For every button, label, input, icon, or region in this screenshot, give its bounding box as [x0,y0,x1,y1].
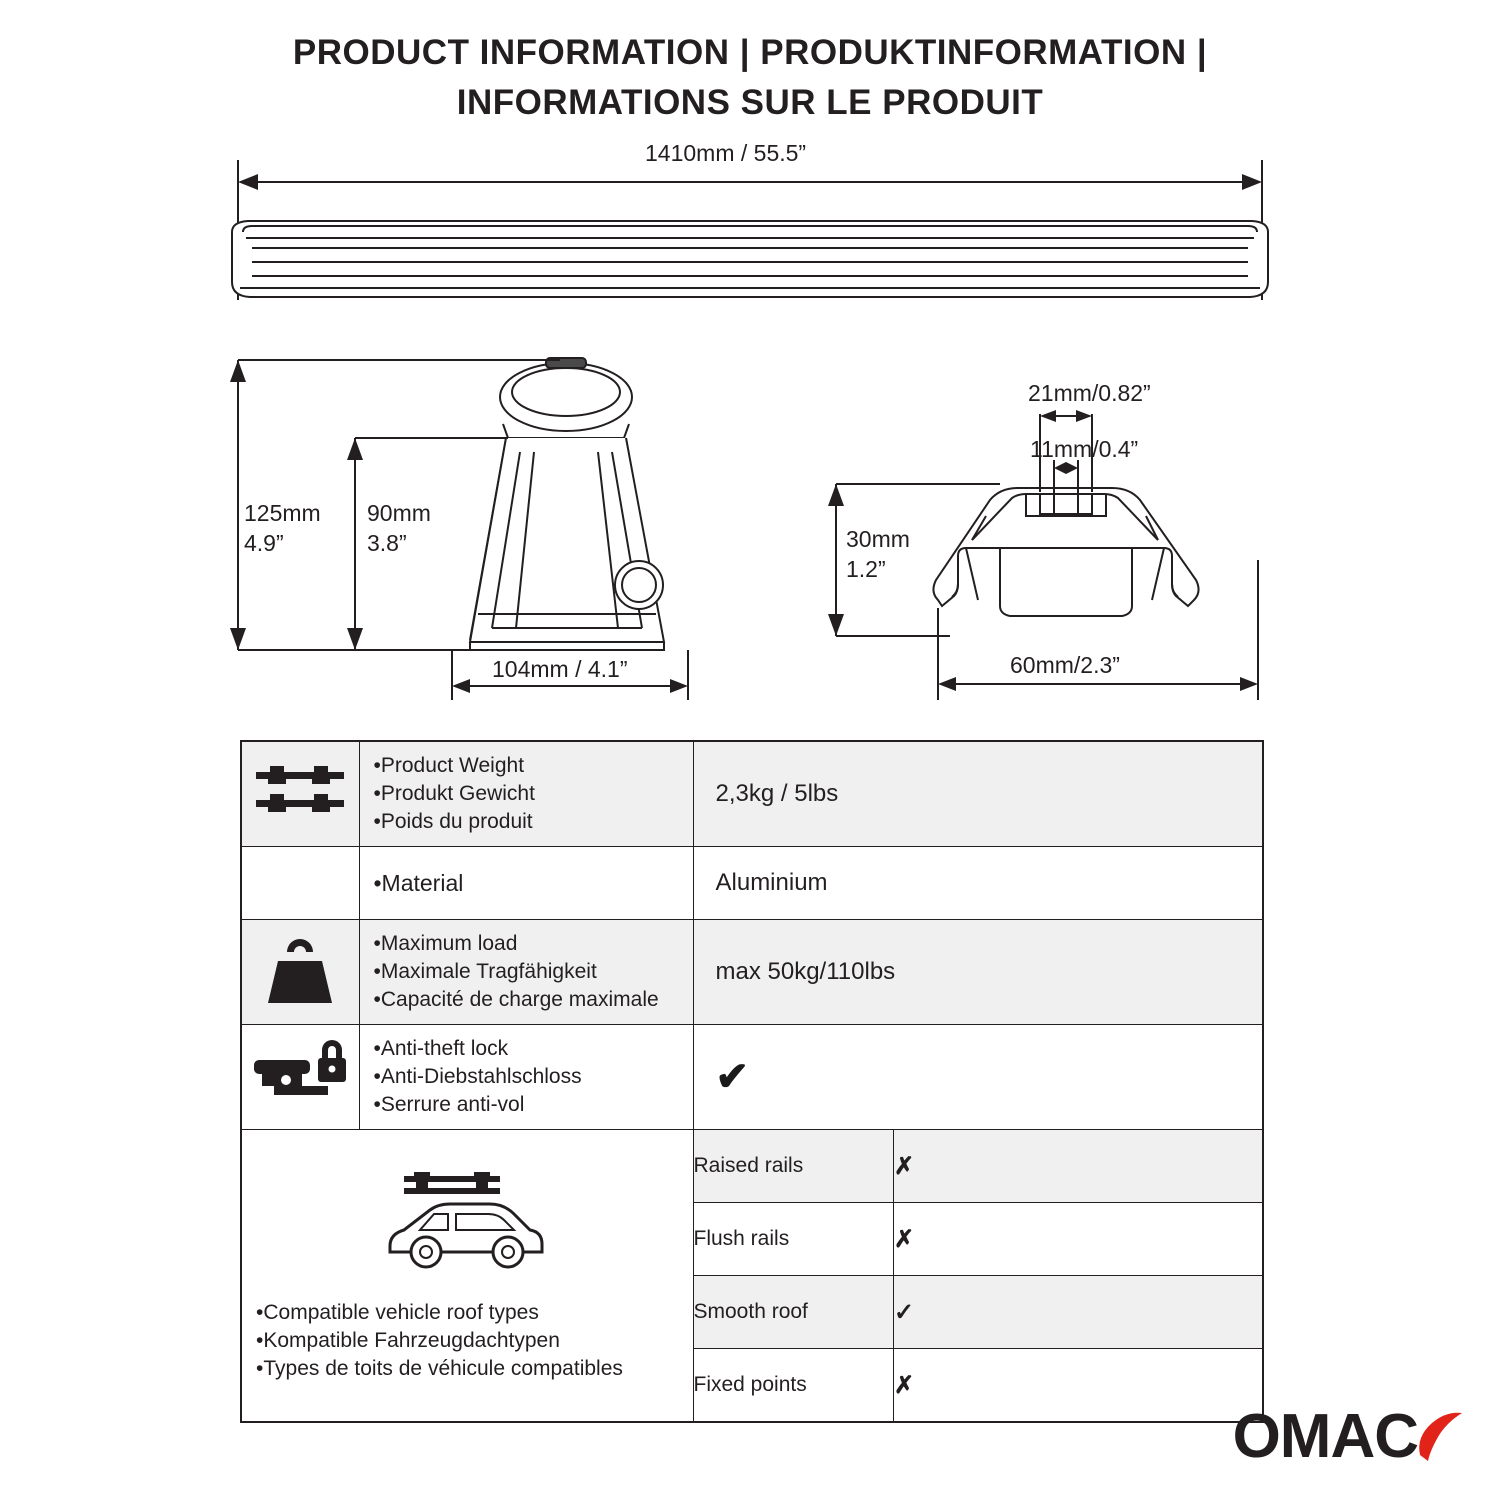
roof-type-row [694,1203,1263,1276]
maxload-value-cell [693,920,1263,1025]
roof-type-mark: ✓ [894,1276,1263,1349]
weight-label-de: •Produkt Gewicht [373,782,535,805]
roof-type-name: Flush rails [694,1203,894,1276]
crossbars-icon-svg [252,756,348,828]
logo-text: OMAC [1232,1402,1418,1471]
roof-type-mark: ✗ [894,1203,1263,1276]
weight-icon [241,920,359,1025]
roof-type-name: Raised rails [694,1130,894,1203]
lock-label-en: •Anti-theft lock [373,1037,509,1060]
maxload-labels-cell [359,920,693,1025]
roof-type-name: Smooth roof [694,1276,894,1349]
foot-front-view [470,358,664,650]
roof-type-mark: ✗ [894,1130,1263,1203]
roof-type-row [694,1130,1263,1203]
material-value: Aluminium [715,869,828,896]
table-row [241,1025,1263,1130]
height-inner-label: 90mm 3.8” [367,500,431,556]
roof-label-fr: •Types de toits de véhicule compatibles [256,1357,623,1380]
foot-width-label: 104mm / 4.1” [492,656,628,682]
car-with-rack-icon-svg [382,1168,552,1276]
table-row [241,1130,1263,1423]
roof-type-row [694,1349,1263,1422]
page-title [0,28,1500,128]
material-value-cell [693,847,1263,920]
roof-type-name: Fixed points [694,1349,894,1422]
weight-value: 2,3kg / 5lbs [715,780,839,807]
maxload-value: max 50kg/110lbs [715,958,896,985]
crossbars-icon [241,741,359,847]
material-label: •Material [373,870,464,896]
lock-label-de: •Anti-Diebstahlschloss [373,1065,582,1088]
weight-labels-cell [359,741,693,847]
lock-icon [241,1025,359,1130]
material-label-cell [359,847,693,920]
lock-labels-cell [359,1025,693,1130]
profile-height-label: 30mm 1.2” [846,526,910,582]
bar-cross-section [933,488,1198,616]
lock-value-cell [693,1025,1263,1130]
maxload-label-en: •Maximum load [373,932,518,955]
lock-icon-svg [248,1038,352,1112]
roof-type-row [694,1276,1263,1349]
car-with-rack-icon [382,1168,552,1281]
profile-top-outer-label: 21mm/0.82” [1028,380,1151,406]
profile-top-inner-dimension [1054,460,1078,496]
roof-type-list-cell [693,1130,1263,1423]
table-row [241,847,1263,920]
height-total-label: 125mm 4.9” [244,500,321,556]
omac-logo [1233,1401,1464,1472]
material-icon-cell [241,847,359,920]
lock-check-mark: ✔ [715,1055,750,1099]
profile-top-inner-label: 11mm/0.4” [1030,436,1139,462]
roof-type-mark: ✗ [894,1349,1263,1422]
weight-icon-svg [260,931,340,1009]
crossbar-side-view [232,221,1268,297]
roof-label-en: •Compatible vehicle roof types [256,1301,539,1324]
bar-length-label: 1410mm / 55.5” [645,140,807,166]
roof-label-de: •Kompatible Fahrzeugdachtypen [256,1329,560,1352]
spec-table [240,740,1264,1423]
table-row [241,741,1263,847]
table-row [241,920,1263,1025]
bar-length-dimension [238,160,1262,300]
lock-label-fr: •Serrure anti-vol [373,1093,525,1116]
maxload-label-fr: •Capacité de charge maximale [373,988,659,1011]
logo-swoosh-icon [1412,1411,1464,1463]
weight-label-en: •Product Weight [373,754,525,777]
profile-width-label: 60mm/2.3” [1010,652,1120,678]
roof-type-list [694,1130,1263,1421]
roof-types-cell [241,1130,693,1423]
weight-label-fr: •Poids du produit [373,810,533,833]
title-line-1: PRODUCT INFORMATION | PRODUKTINFORMATION | [292,33,1208,72]
weight-value-cell [693,741,1263,847]
title-line-2: INFORMATIONS SUR LE PRODUIT [456,83,1044,122]
maxload-label-de: •Maximale Tragfähigkeit [373,960,597,983]
